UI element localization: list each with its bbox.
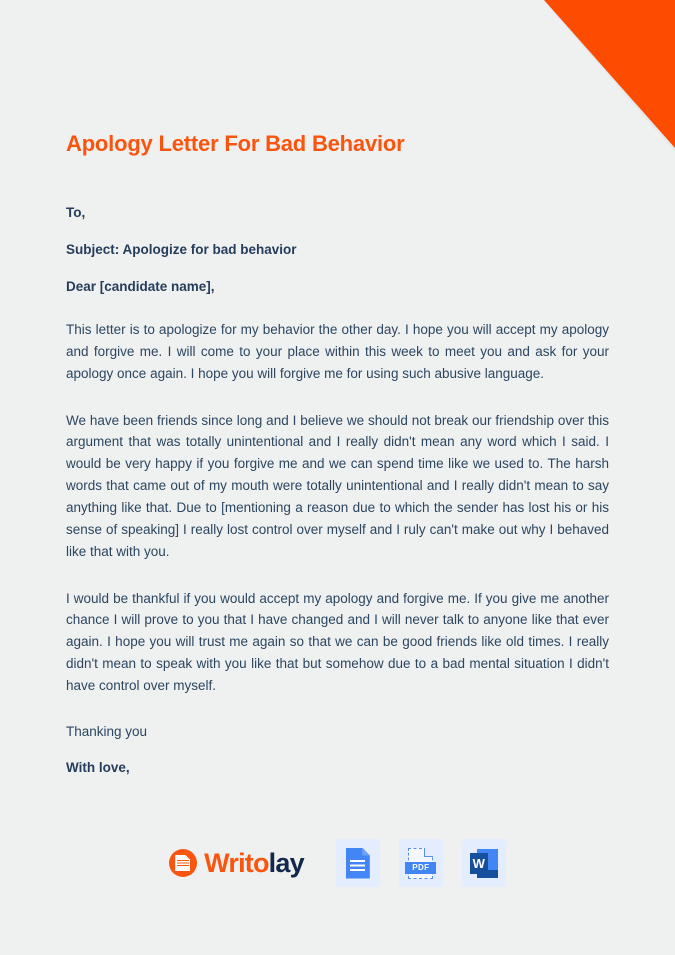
- word-document-icon: [470, 849, 498, 878]
- brand-name-second: lay: [268, 847, 304, 878]
- greeting-line: Dear [candidate name],: [66, 279, 215, 294]
- letter-paragraph: We have been friends since long and I believe we should not break our friendship over this argument that was totally unintentional and I really didn't mean any word which I said. I would be very happy if you forgive me and we can spend time like we used to. The harsh words that came out of my mouth were totally unintentional and I really didn't mean to say anything like that. Due to [mentioning a reason due to which the sender has lost his or his sense of speaking] I really lost control over myself and I ruly can't make out why I behaved like that with you.: [66, 412, 609, 559]
- docs-text-lines: [350, 860, 365, 873]
- pdf-label: PDF: [405, 862, 436, 874]
- download-pdf-button[interactable]: [399, 839, 443, 887]
- brand-name-first: Writo: [204, 847, 269, 878]
- letter-paragraph: I would be thankful if you would accept my apology and forgive me. If you give me another chance I will prove to you that I have changed and I will never talk to anyone like that ever again. I hope you will trust me again so that we can be good friends like old times. I really didn't mean to speak with you like that but somehow due to a bad mental situation I didn't have control over myself.: [66, 590, 609, 694]
- writolay-logo[interactable]: [169, 849, 304, 877]
- docs-corner-fold: [362, 848, 370, 856]
- subject-line: Subject: Apologize for bad behavior: [66, 242, 297, 257]
- closing-thanks: Thanking you: [66, 723, 148, 739]
- page-title: Apology Letter For Bad Behavior: [66, 131, 405, 156]
- word-letter-label: W: [472, 855, 485, 871]
- download-word-button[interactable]: [462, 839, 506, 887]
- download-google-docs-button[interactable]: [336, 839, 380, 887]
- download-options: [336, 839, 506, 887]
- letter-paragraph: This letter is to apologize for my behavior the other day. I hope you will accept my apology and forgive me. I will come to your place within this week to meet you and ask for your apology once again. I hope you will forgive me for using such abusive language.: [66, 322, 609, 381]
- closing-signoff: With love,: [66, 759, 130, 775]
- pdf-corner-fold: [424, 848, 433, 857]
- logo-sheet-lines: [177, 860, 189, 868]
- recipient-line: To,: [66, 205, 86, 220]
- brand-wordmark: [204, 847, 304, 878]
- google-docs-icon: [346, 848, 370, 879]
- pdf-file-icon: [408, 848, 433, 879]
- document-circle-icon: [169, 849, 197, 877]
- footer-bar: [0, 832, 675, 894]
- letter-content: [66, 0, 609, 775]
- word-letter-tile: [470, 853, 488, 874]
